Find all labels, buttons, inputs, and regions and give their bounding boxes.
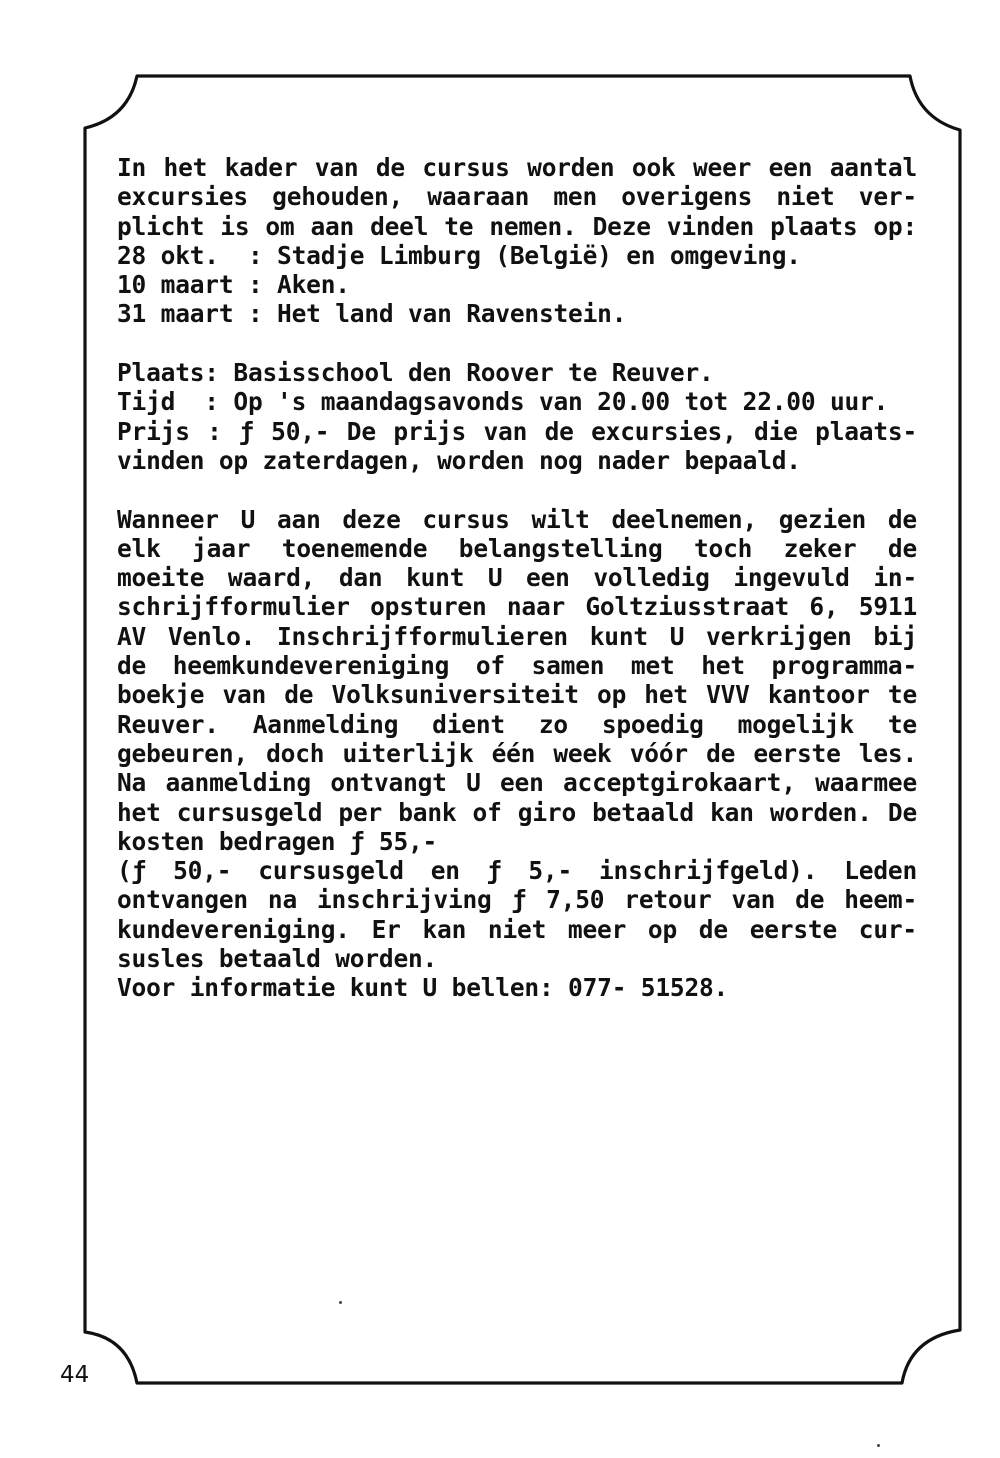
text-line: Voor informatie kunt U bellen: 077- 51528. bbox=[117, 973, 729, 1003]
text-line: Wanneer U aan deze cursus wilt deelnemen, gezien de bbox=[117, 504, 917, 534]
document-body bbox=[117, 153, 917, 1003]
text-line: de heemkundevereniging of samen met het programma- bbox=[117, 651, 917, 681]
text-line: 10 maart : Aken. bbox=[117, 270, 350, 300]
text-line: 28 okt. : Stadje Limburg (België) en omgeving. bbox=[117, 240, 801, 270]
text-line: moeite waard, dan kunt U een volledig ingevuld in- bbox=[117, 563, 917, 593]
paragraph-1 bbox=[117, 153, 917, 329]
paragraph-3 bbox=[117, 505, 917, 1003]
paragraph-gap bbox=[117, 329, 917, 358]
text-line: (ƒ 50,- cursusgeld en ƒ 5,- inschrijfgeld). Leden bbox=[117, 856, 917, 886]
text-line: Plaats: Basisschool den Roover te Reuver. bbox=[117, 358, 714, 388]
text-line: Na aanmelding ontvangt U een acceptgirokaart, waarmee bbox=[117, 768, 917, 798]
page-number: 44 bbox=[60, 1362, 90, 1388]
text-line: vinden op zaterdagen, worden nog nader bepaald. bbox=[117, 445, 801, 475]
paragraph-gap bbox=[117, 475, 917, 504]
text-line: elk jaar toenemende belangstelling toch zeker de bbox=[117, 533, 917, 563]
text-line: Tijd : Op 's maandagsavonds van 20.00 tot 22.00 uur. bbox=[117, 387, 889, 417]
text-line: plicht is om aan deel te nemen. Deze vinden plaats op: bbox=[117, 211, 917, 241]
text-line: AV Venlo. Inschrijfformulieren kunt U verkrijgen bij bbox=[117, 621, 917, 651]
text-line: Prijs : ƒ 50,- De prijs van de excursies, die plaats- bbox=[117, 416, 917, 446]
text-line: ontvangen na inschrijving ƒ 7,50 retour van de heem- bbox=[117, 885, 917, 915]
text-line: kosten bedragen ƒ 55,- bbox=[117, 826, 438, 856]
scan-speck bbox=[339, 1301, 342, 1304]
paragraph-2 bbox=[117, 358, 917, 475]
text-line: Reuver. Aanmelding dient zo spoedig mogelijk te bbox=[117, 709, 917, 739]
text-line: gebeuren, doch uiterlijk één week vóór de eerste les. bbox=[117, 738, 917, 768]
text-line: 31 maart : Het land van Ravenstein. bbox=[117, 299, 627, 329]
text-line: het cursusgeld per bank of giro betaald kan worden. De bbox=[117, 797, 917, 827]
text-line: kundevereniging. Er kan niet meer op de eerste cur- bbox=[117, 914, 917, 944]
text-line: boekje van de Volksuniversiteit op het VVV kantoor te bbox=[117, 680, 917, 710]
text-line: schrijfformulier opsturen naar Goltziusstraat 6, 5911 bbox=[117, 592, 917, 622]
scan-speck bbox=[877, 1444, 880, 1447]
text-line: excursies gehouden, waaraan men overigens niet ver- bbox=[117, 182, 917, 212]
text-line: susles betaald worden. bbox=[117, 944, 438, 974]
text-line: In het kader van de cursus worden ook weer een aantal bbox=[117, 153, 917, 182]
